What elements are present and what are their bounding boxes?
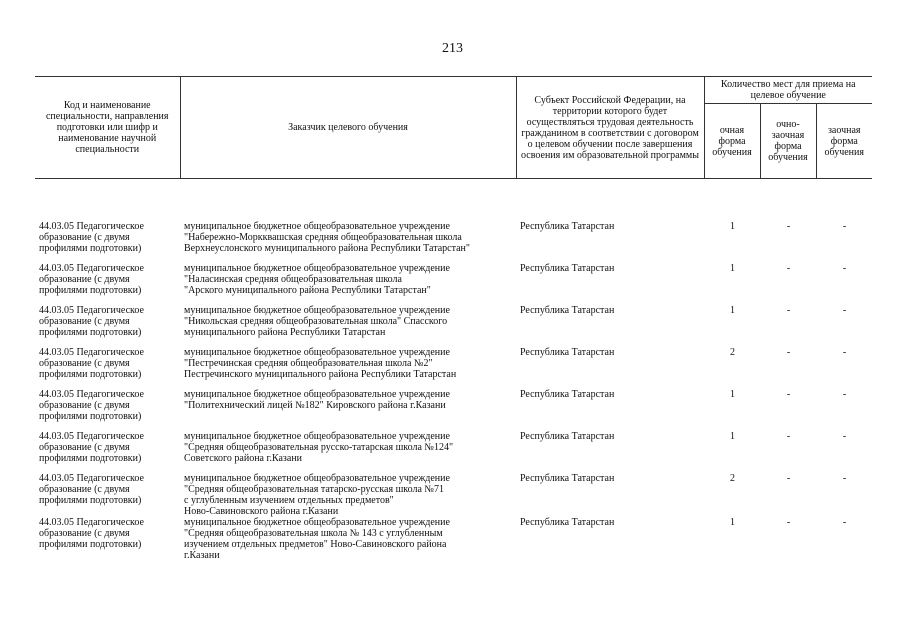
- row-region: Республика Татарстан: [520, 431, 615, 442]
- row-code: 44.03.05 Педагогическое образование (с двумя профилями подготовки): [39, 473, 144, 506]
- row-mixed: -: [786, 305, 791, 316]
- row-customer: муниципальное бюджетное общеобразовательное учреждение "Набережно-Моркквашская средняя общеобразовательная школа Верхнеуслонского муниципального района Республики Татарстан": [184, 221, 470, 254]
- row-mixed: -: [786, 517, 791, 528]
- row-fulltime: 1: [730, 263, 735, 274]
- table-row: [35, 221, 872, 263]
- row-mixed: -: [786, 431, 791, 442]
- table-header: [35, 77, 872, 179]
- row-customer: муниципальное бюджетное общеобразовательное учреждение "Пестречинская средняя общеобразовательная школа №2" Пестречинского муниципального района Республики Татарстан: [184, 347, 457, 380]
- header-code: Код и наименование специальности, направления подготовки или шифр и наименование научной специальности: [35, 77, 180, 179]
- row-fulltime: 2: [730, 347, 735, 358]
- header-fulltime: очная форма обучения: [704, 104, 760, 179]
- row-fulltime: 1: [730, 305, 735, 316]
- header-distance: заочная форма обучения: [816, 104, 872, 179]
- row-customer: муниципальное бюджетное общеобразовательное учреждение "Никольская средняя общеобразовательная школа" Спасского муниципального района Республики Татарстан: [184, 305, 450, 338]
- row-mixed: -: [786, 473, 791, 484]
- row-region: Республика Татарстан: [520, 517, 615, 528]
- row-region: Республика Татарстан: [520, 473, 615, 484]
- target-training-table: [35, 76, 872, 561]
- row-code: 44.03.05 Педагогическое образование (с двумя профилями подготовки): [39, 263, 144, 296]
- table-row: [35, 305, 872, 347]
- row-region: Республика Татарстан: [520, 221, 615, 232]
- table-row: [35, 473, 872, 517]
- row-customer: муниципальное бюджетное общеобразовательное учреждение "Политехнический лицей №182" Кировского района г.Казани: [184, 389, 450, 411]
- row-code: 44.03.05 Педагогическое образование (с двумя профилями подготовки): [39, 305, 144, 338]
- row-distance: -: [842, 263, 847, 274]
- row-mixed: -: [786, 263, 791, 274]
- header-mixed: очно-заочная форма обучения: [760, 104, 816, 179]
- header-region: Субъект Российской Федерации, на территории которого будет осуществляться трудовая деятельность гражданином в соответствии с договором о целевом обучении после завершения освоения им образовательной программы: [516, 77, 704, 179]
- row-fulltime: 1: [730, 221, 735, 232]
- row-fulltime: 1: [730, 517, 735, 528]
- row-fulltime: 2: [730, 473, 735, 484]
- row-distance: -: [842, 305, 847, 316]
- row-fulltime: 1: [730, 389, 735, 400]
- row-region: Республика Татарстан: [520, 305, 615, 316]
- row-customer: муниципальное бюджетное общеобразовательное учреждение "Средняя общеобразовательная татарско-русская школа №71 с углубленным изучением отдельных предметов" Ново-Савиновского района г.Казани: [184, 473, 450, 517]
- row-code: 44.03.05 Педагогическое образование (с двумя профилями подготовки): [39, 431, 144, 464]
- row-region: Республика Татарстан: [520, 347, 615, 358]
- row-customer: муниципальное бюджетное общеобразовательное учреждение "Наласинская средняя общеобразовательная школа "Арского муниципального района Республики Татарстан": [184, 263, 450, 296]
- table-row: [35, 389, 872, 431]
- row-code: 44.03.05 Педагогическое образование (с двумя профилями подготовки): [39, 517, 144, 550]
- row-mixed: -: [786, 347, 791, 358]
- row-customer: муниципальное бюджетное общеобразовательное учреждение "Средняя общеобразовательная школа № 143 с углубленным изучением отдельных предметов" Ново-Савиновского района г.Казани: [184, 517, 450, 561]
- row-customer: муниципальное бюджетное общеобразовательное учреждение "Средняя общеобразовательная русско-татарская школа №124" Советского района г.Казани: [184, 431, 454, 464]
- page-number: 213: [442, 41, 463, 56]
- row-distance: -: [842, 517, 847, 528]
- table-row: [35, 431, 872, 473]
- row-region: Республика Татарстан: [520, 389, 615, 400]
- row-distance: -: [842, 473, 847, 484]
- row-distance: -: [842, 389, 847, 400]
- header-customer: Заказчик целевого обучения: [180, 77, 516, 179]
- row-region: Республика Татарстан: [520, 263, 615, 274]
- row-code: 44.03.05 Педагогическое образование (с двумя профилями подготовки): [39, 347, 144, 380]
- row-distance: -: [842, 347, 847, 358]
- row-mixed: -: [786, 221, 791, 232]
- row-code: 44.03.05 Педагогическое образование (с двумя профилями подготовки): [39, 389, 144, 422]
- row-distance: -: [842, 431, 847, 442]
- row-code: 44.03.05 Педагогическое образование (с двумя профилями подготовки): [39, 221, 144, 254]
- table-row: [35, 517, 872, 561]
- table-row: [35, 347, 872, 389]
- table-row: [35, 263, 872, 305]
- header-places: Количество мест для приема на целевое обучение: [704, 77, 872, 104]
- row-distance: -: [842, 221, 847, 232]
- row-mixed: -: [786, 389, 791, 400]
- row-fulltime: 1: [730, 431, 735, 442]
